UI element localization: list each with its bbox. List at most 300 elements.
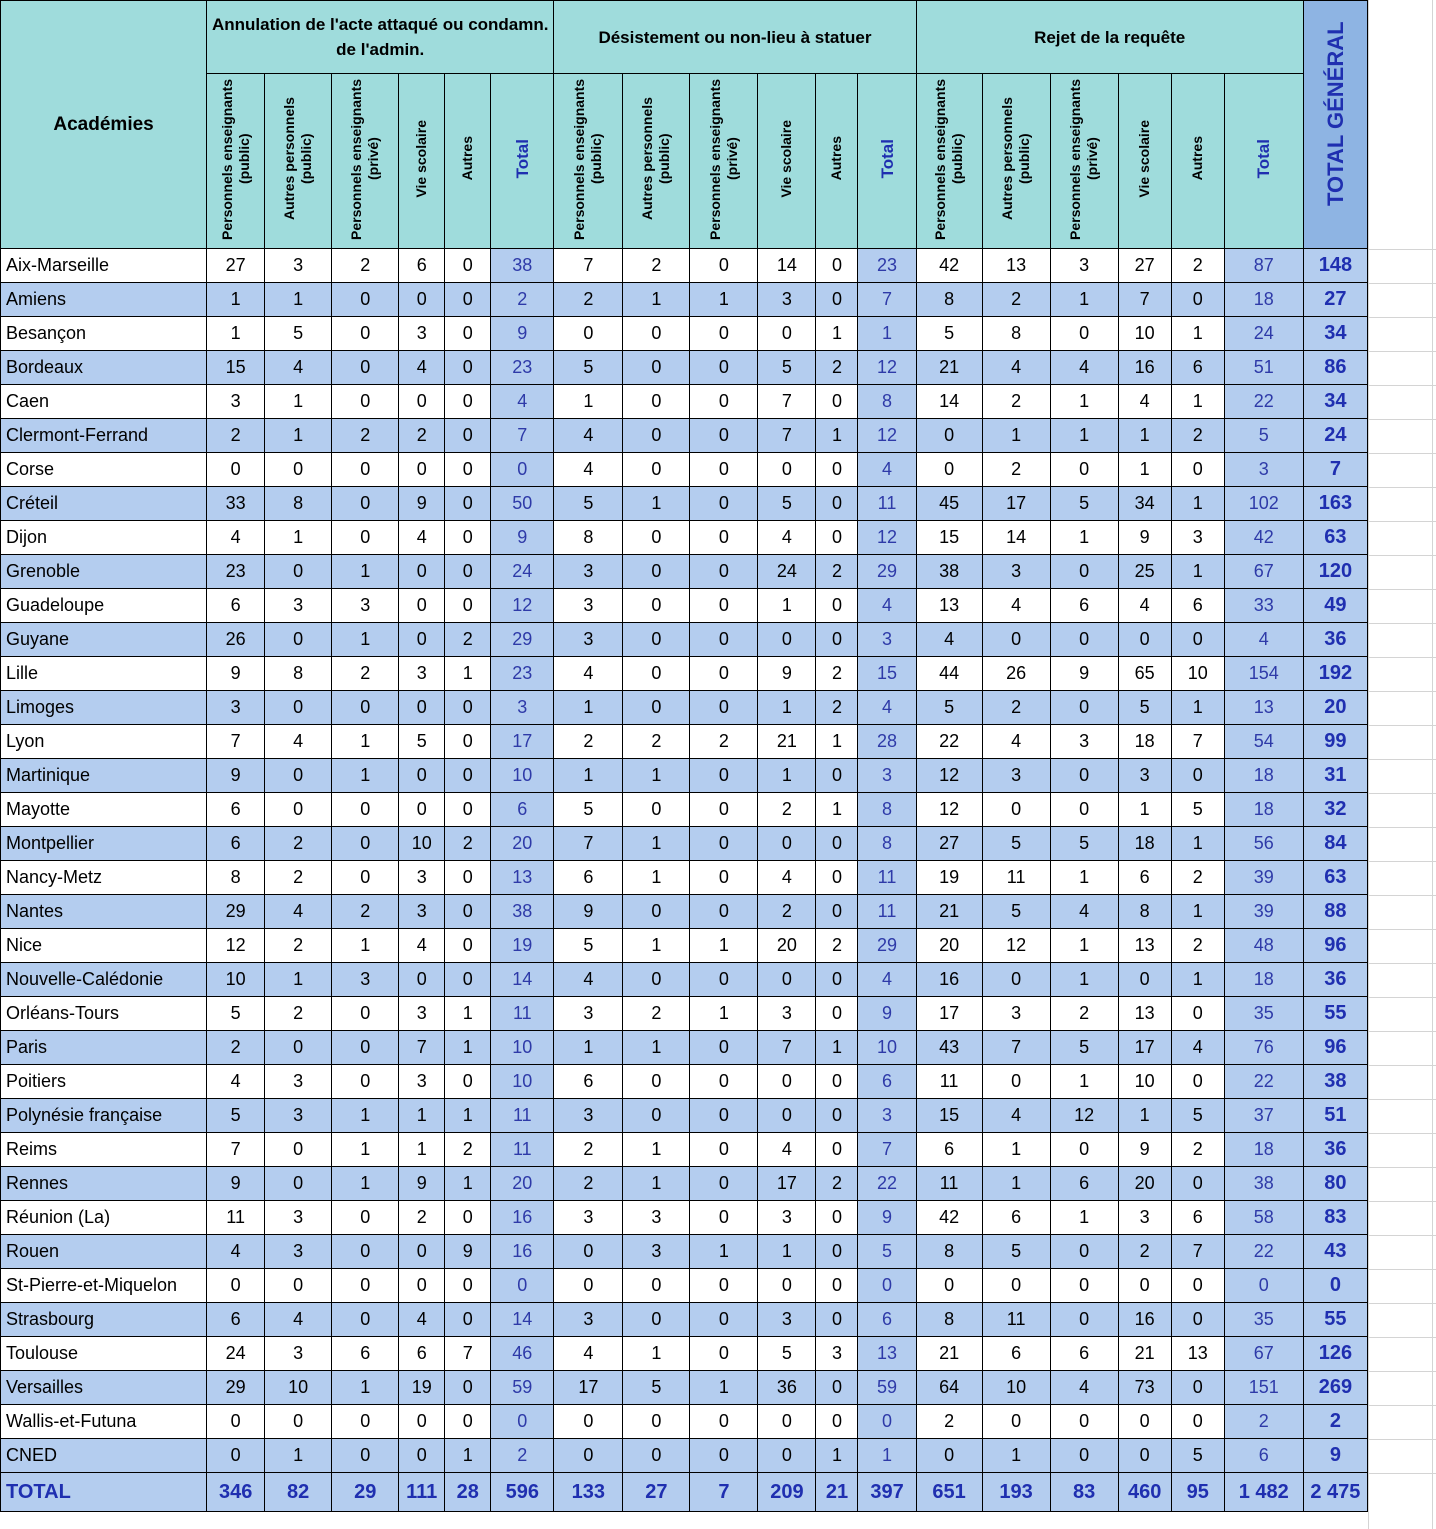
- value-cell[interactable]: 0: [623, 657, 690, 691]
- value-cell[interactable]: 13: [982, 249, 1050, 283]
- value-cell[interactable]: 0: [690, 691, 758, 725]
- value-cell[interactable]: 0: [332, 1201, 399, 1235]
- value-cell[interactable]: 8: [265, 487, 332, 521]
- value-cell[interactable]: 0: [1050, 1235, 1118, 1269]
- value-cell[interactable]: 12: [982, 929, 1050, 963]
- subheader-autres-g2[interactable]: [816, 74, 858, 249]
- subtotal-cell[interactable]: 4: [491, 385, 554, 419]
- value-cell[interactable]: 18: [1118, 725, 1171, 759]
- value-cell[interactable]: 17: [916, 997, 982, 1031]
- value-cell[interactable]: 1: [1050, 861, 1118, 895]
- value-cell[interactable]: 4: [982, 589, 1050, 623]
- value-cell[interactable]: 0: [554, 1269, 623, 1303]
- value-cell[interactable]: 7: [554, 827, 623, 861]
- value-cell[interactable]: 1: [690, 1235, 758, 1269]
- value-cell[interactable]: 0: [623, 351, 690, 385]
- value-cell[interactable]: 6: [399, 1337, 445, 1371]
- value-cell[interactable]: 0: [982, 1405, 1050, 1439]
- value-cell[interactable]: 0: [623, 1099, 690, 1133]
- value-cell[interactable]: 8: [207, 861, 265, 895]
- subheader-pe-prive-g2[interactable]: [690, 74, 758, 249]
- grand-total-header[interactable]: [1303, 1, 1367, 249]
- subtotal-cell[interactable]: 33: [1224, 589, 1303, 623]
- value-cell[interactable]: 0: [816, 1201, 858, 1235]
- value-cell[interactable]: 0: [690, 895, 758, 929]
- value-cell[interactable]: 0: [690, 385, 758, 419]
- value-cell[interactable]: 0: [445, 1405, 491, 1439]
- value-cell[interactable]: 1: [332, 1371, 399, 1405]
- subheader-autres-g3[interactable]: [1171, 74, 1224, 249]
- value-cell[interactable]: 0: [623, 521, 690, 555]
- subtotal-cell[interactable]: 3: [858, 623, 916, 657]
- value-cell[interactable]: 4: [982, 351, 1050, 385]
- value-cell[interactable]: 2: [982, 453, 1050, 487]
- subtotal-cell[interactable]: 87: [1224, 249, 1303, 283]
- grand-total-cell[interactable]: 34: [1303, 385, 1367, 419]
- value-cell[interactable]: 16: [1118, 1303, 1171, 1337]
- value-cell[interactable]: 2: [265, 827, 332, 861]
- value-cell[interactable]: 2: [445, 827, 491, 861]
- value-cell[interactable]: 3: [399, 1065, 445, 1099]
- value-cell[interactable]: 0: [690, 827, 758, 861]
- group-desistement-header[interactable]: Désistement ou non-lieu à statuer: [554, 1, 916, 74]
- academy-name-cell[interactable]: Clermont-Ferrand: [1, 419, 207, 453]
- value-cell[interactable]: 0: [916, 1439, 982, 1473]
- grand-total-cell[interactable]: 63: [1303, 861, 1367, 895]
- grand-total-cell[interactable]: 51: [1303, 1099, 1367, 1133]
- academy-name-cell[interactable]: Caen: [1, 385, 207, 419]
- value-cell[interactable]: 28: [445, 1473, 491, 1512]
- value-cell[interactable]: 0: [265, 1269, 332, 1303]
- academy-name-cell[interactable]: Strasbourg: [1, 1303, 207, 1337]
- subtotal-cell[interactable]: 24: [491, 555, 554, 589]
- value-cell[interactable]: 1: [265, 1439, 332, 1473]
- grand-total-cell[interactable]: 7: [1303, 453, 1367, 487]
- value-cell[interactable]: 0: [445, 317, 491, 351]
- value-cell[interactable]: 36: [758, 1371, 816, 1405]
- value-cell[interactable]: 1: [1050, 929, 1118, 963]
- value-cell[interactable]: 2: [758, 793, 816, 827]
- value-cell[interactable]: 0: [1050, 317, 1118, 351]
- value-cell[interactable]: 15: [207, 351, 265, 385]
- academy-name-cell[interactable]: Corse: [1, 453, 207, 487]
- subtotal-cell[interactable]: 46: [491, 1337, 554, 1371]
- subtotal-cell[interactable]: 4: [858, 589, 916, 623]
- value-cell[interactable]: 0: [1050, 453, 1118, 487]
- value-cell[interactable]: 8: [1118, 895, 1171, 929]
- value-cell[interactable]: 3: [265, 1337, 332, 1371]
- value-cell[interactable]: 1: [623, 1031, 690, 1065]
- value-cell[interactable]: 1: [816, 725, 858, 759]
- subtotal-cell[interactable]: 6: [858, 1065, 916, 1099]
- value-cell[interactable]: 25: [1118, 555, 1171, 589]
- value-cell[interactable]: 3: [982, 555, 1050, 589]
- value-cell[interactable]: 1: [623, 487, 690, 521]
- value-cell[interactable]: 10: [399, 827, 445, 861]
- subtotal-cell[interactable]: 8: [858, 385, 916, 419]
- value-cell[interactable]: 0: [1050, 691, 1118, 725]
- value-cell[interactable]: 0: [982, 963, 1050, 997]
- value-cell[interactable]: 1: [1118, 1099, 1171, 1133]
- value-cell[interactable]: 0: [690, 861, 758, 895]
- value-cell[interactable]: 5: [265, 317, 332, 351]
- value-cell[interactable]: 1: [623, 929, 690, 963]
- value-cell[interactable]: 0: [332, 997, 399, 1031]
- value-cell[interactable]: 1: [332, 1167, 399, 1201]
- subtotal-cell[interactable]: 11: [858, 861, 916, 895]
- value-cell[interactable]: 3: [554, 623, 623, 657]
- value-cell[interactable]: 0: [623, 793, 690, 827]
- value-cell[interactable]: 0: [1118, 623, 1171, 657]
- grand-total-cell[interactable]: 0: [1303, 1269, 1367, 1303]
- value-cell[interactable]: 0: [690, 1167, 758, 1201]
- value-cell[interactable]: 0: [623, 317, 690, 351]
- value-cell[interactable]: 0: [554, 1439, 623, 1473]
- value-cell[interactable]: 4: [207, 1065, 265, 1099]
- value-cell[interactable]: 21: [1118, 1337, 1171, 1371]
- academy-name-cell[interactable]: Versailles: [1, 1371, 207, 1405]
- value-cell[interactable]: 0: [816, 487, 858, 521]
- value-cell[interactable]: 0: [816, 589, 858, 623]
- value-cell[interactable]: 19: [916, 861, 982, 895]
- value-cell[interactable]: 3: [554, 1303, 623, 1337]
- value-cell[interactable]: 1: [982, 1133, 1050, 1167]
- value-cell[interactable]: 4: [1050, 351, 1118, 385]
- value-cell[interactable]: 1: [816, 1439, 858, 1473]
- value-cell[interactable]: 3: [758, 1303, 816, 1337]
- value-cell[interactable]: 5: [207, 997, 265, 1031]
- value-cell[interactable]: 44: [916, 657, 982, 691]
- value-cell[interactable]: 3: [982, 997, 1050, 1031]
- grand-total-cell[interactable]: 43: [1303, 1235, 1367, 1269]
- value-cell[interactable]: 0: [1171, 1065, 1224, 1099]
- subtotal-cell[interactable]: 59: [858, 1371, 916, 1405]
- value-cell[interactable]: 11: [916, 1065, 982, 1099]
- value-cell[interactable]: 27: [207, 249, 265, 283]
- grand-total-cell[interactable]: 34: [1303, 317, 1367, 351]
- value-cell[interactable]: 1: [1118, 793, 1171, 827]
- value-cell[interactable]: 0: [1171, 759, 1224, 793]
- value-cell[interactable]: 1: [332, 929, 399, 963]
- value-cell[interactable]: 0: [399, 1439, 445, 1473]
- value-cell[interactable]: 4: [554, 657, 623, 691]
- subtotal-cell[interactable]: 596: [491, 1473, 554, 1512]
- value-cell[interactable]: 0: [816, 1065, 858, 1099]
- subtotal-cell[interactable]: 2: [491, 1439, 554, 1473]
- value-cell[interactable]: 0: [445, 555, 491, 589]
- subtotal-cell[interactable]: 37: [1224, 1099, 1303, 1133]
- value-cell[interactable]: 11: [982, 1303, 1050, 1337]
- value-cell[interactable]: 0: [554, 1405, 623, 1439]
- subtotal-cell[interactable]: 6: [1224, 1439, 1303, 1473]
- subheader-pe-public-g2[interactable]: [554, 74, 623, 249]
- value-cell[interactable]: 0: [445, 1303, 491, 1337]
- value-cell[interactable]: 1: [623, 1167, 690, 1201]
- subtotal-cell[interactable]: 11: [491, 1099, 554, 1133]
- value-cell[interactable]: 4: [554, 453, 623, 487]
- value-cell[interactable]: 7: [758, 1031, 816, 1065]
- value-cell[interactable]: 0: [690, 589, 758, 623]
- academy-name-cell[interactable]: Orléans-Tours: [1, 997, 207, 1031]
- value-cell[interactable]: 42: [916, 249, 982, 283]
- value-cell[interactable]: 0: [1050, 1303, 1118, 1337]
- value-cell[interactable]: 1: [445, 1099, 491, 1133]
- value-cell[interactable]: 0: [982, 1269, 1050, 1303]
- value-cell[interactable]: 0: [445, 521, 491, 555]
- value-cell[interactable]: 3: [265, 1065, 332, 1099]
- value-cell[interactable]: 9: [399, 1167, 445, 1201]
- value-cell[interactable]: 5: [982, 1235, 1050, 1269]
- value-cell[interactable]: 0: [445, 759, 491, 793]
- value-cell[interactable]: 4: [1050, 895, 1118, 929]
- value-cell[interactable]: 1: [445, 1167, 491, 1201]
- value-cell[interactable]: 0: [690, 1065, 758, 1099]
- subheader-pe-public-g1[interactable]: [207, 74, 265, 249]
- value-cell[interactable]: 10: [265, 1371, 332, 1405]
- academy-name-cell[interactable]: Amiens: [1, 283, 207, 317]
- grand-total-cell[interactable]: 126: [1303, 1337, 1367, 1371]
- value-cell[interactable]: 0: [816, 759, 858, 793]
- value-cell[interactable]: 19: [399, 1371, 445, 1405]
- value-cell[interactable]: 0: [445, 453, 491, 487]
- value-cell[interactable]: 0: [623, 1303, 690, 1337]
- value-cell[interactable]: 1: [623, 1133, 690, 1167]
- value-cell[interactable]: 7: [982, 1031, 1050, 1065]
- value-cell[interactable]: 0: [265, 1167, 332, 1201]
- subtotal-cell[interactable]: 59: [491, 1371, 554, 1405]
- value-cell[interactable]: 3: [554, 555, 623, 589]
- value-cell[interactable]: 1: [623, 759, 690, 793]
- value-cell[interactable]: 0: [332, 1235, 399, 1269]
- value-cell[interactable]: 0: [265, 623, 332, 657]
- value-cell[interactable]: 0: [1171, 623, 1224, 657]
- value-cell[interactable]: 0: [690, 555, 758, 589]
- value-cell[interactable]: 8: [916, 1303, 982, 1337]
- value-cell[interactable]: 0: [1050, 759, 1118, 793]
- grand-total-cell[interactable]: 163: [1303, 487, 1367, 521]
- subtotal-cell[interactable]: 35: [1224, 997, 1303, 1031]
- subtotal-cell[interactable]: 0: [491, 1405, 554, 1439]
- value-cell[interactable]: 1: [982, 1439, 1050, 1473]
- grand-total-cell[interactable]: 24: [1303, 419, 1367, 453]
- total-label-cell[interactable]: TOTAL: [1, 1473, 207, 1512]
- value-cell[interactable]: 20: [916, 929, 982, 963]
- value-cell[interactable]: 0: [399, 1269, 445, 1303]
- subheader-ap-public-g1[interactable]: [265, 74, 332, 249]
- value-cell[interactable]: 7: [399, 1031, 445, 1065]
- grand-total-cell[interactable]: 269: [1303, 1371, 1367, 1405]
- value-cell[interactable]: 6: [1171, 589, 1224, 623]
- value-cell[interactable]: 1: [1171, 555, 1224, 589]
- value-cell[interactable]: 0: [758, 1439, 816, 1473]
- value-cell[interactable]: 1: [816, 419, 858, 453]
- value-cell[interactable]: 9: [399, 487, 445, 521]
- subheader-total-g2[interactable]: [858, 74, 916, 249]
- value-cell[interactable]: 0: [916, 1269, 982, 1303]
- subtotal-cell[interactable]: 4: [858, 963, 916, 997]
- value-cell[interactable]: 2: [982, 691, 1050, 725]
- value-cell[interactable]: 64: [916, 1371, 982, 1405]
- value-cell[interactable]: 1: [265, 283, 332, 317]
- value-cell[interactable]: 26: [982, 657, 1050, 691]
- academy-name-cell[interactable]: St-Pierre-et-Miquelon: [1, 1269, 207, 1303]
- value-cell[interactable]: 2: [399, 419, 445, 453]
- subtotal-cell[interactable]: 20: [491, 1167, 554, 1201]
- value-cell[interactable]: 5: [1050, 487, 1118, 521]
- academy-name-cell[interactable]: Nancy-Metz: [1, 861, 207, 895]
- value-cell[interactable]: 1: [445, 1439, 491, 1473]
- value-cell[interactable]: 4: [554, 963, 623, 997]
- value-cell[interactable]: 1: [623, 283, 690, 317]
- value-cell[interactable]: 0: [982, 1065, 1050, 1099]
- grand-total-cell[interactable]: 32: [1303, 793, 1367, 827]
- value-cell[interactable]: 1: [816, 1031, 858, 1065]
- value-cell[interactable]: 0: [1050, 1405, 1118, 1439]
- value-cell[interactable]: 13: [1118, 997, 1171, 1031]
- academy-name-cell[interactable]: Limoges: [1, 691, 207, 725]
- value-cell[interactable]: 3: [758, 997, 816, 1031]
- subtotal-cell[interactable]: 8: [858, 827, 916, 861]
- value-cell[interactable]: 0: [816, 249, 858, 283]
- value-cell[interactable]: 10: [982, 1371, 1050, 1405]
- value-cell[interactable]: 0: [399, 623, 445, 657]
- subtotal-cell[interactable]: 38: [491, 249, 554, 283]
- value-cell[interactable]: 13: [1118, 929, 1171, 963]
- subtotal-cell[interactable]: 39: [1224, 895, 1303, 929]
- value-cell[interactable]: 12: [207, 929, 265, 963]
- value-cell[interactable]: 1: [816, 317, 858, 351]
- value-cell[interactable]: 43: [916, 1031, 982, 1065]
- value-cell[interactable]: 6: [1050, 1337, 1118, 1371]
- value-cell[interactable]: 1: [445, 1031, 491, 1065]
- grand-total-cell[interactable]: 55: [1303, 1303, 1367, 1337]
- value-cell[interactable]: 1: [1171, 385, 1224, 419]
- value-cell[interactable]: 1: [982, 1167, 1050, 1201]
- value-cell[interactable]: 42: [916, 1201, 982, 1235]
- subtotal-cell[interactable]: 18: [1224, 1133, 1303, 1167]
- subheader-pe-prive-g3[interactable]: [1050, 74, 1118, 249]
- subtotal-cell[interactable]: 9: [858, 997, 916, 1031]
- value-cell[interactable]: 0: [758, 453, 816, 487]
- value-cell[interactable]: 0: [690, 657, 758, 691]
- value-cell[interactable]: 6: [982, 1337, 1050, 1371]
- value-cell[interactable]: 0: [816, 1269, 858, 1303]
- value-cell[interactable]: 9: [1118, 521, 1171, 555]
- subtotal-cell[interactable]: 18: [1224, 283, 1303, 317]
- value-cell[interactable]: 0: [690, 1201, 758, 1235]
- value-cell[interactable]: 16: [916, 963, 982, 997]
- value-cell[interactable]: 4: [916, 623, 982, 657]
- subtotal-cell[interactable]: 12: [858, 419, 916, 453]
- value-cell[interactable]: 0: [916, 419, 982, 453]
- value-cell[interactable]: 26: [207, 623, 265, 657]
- value-cell[interactable]: 0: [758, 1405, 816, 1439]
- value-cell[interactable]: 16: [1118, 351, 1171, 385]
- subtotal-cell[interactable]: 19: [491, 929, 554, 963]
- value-cell[interactable]: 133: [554, 1473, 623, 1512]
- subtotal-cell[interactable]: 50: [491, 487, 554, 521]
- subtotal-cell[interactable]: 15: [858, 657, 916, 691]
- value-cell[interactable]: 0: [445, 283, 491, 317]
- value-cell[interactable]: 0: [758, 827, 816, 861]
- value-cell[interactable]: 0: [265, 1405, 332, 1439]
- subtotal-cell[interactable]: 23: [491, 657, 554, 691]
- value-cell[interactable]: 3: [332, 963, 399, 997]
- value-cell[interactable]: 2: [1050, 997, 1118, 1031]
- value-cell[interactable]: 0: [445, 895, 491, 929]
- value-cell[interactable]: 2: [758, 895, 816, 929]
- value-cell[interactable]: 7: [1118, 283, 1171, 317]
- value-cell[interactable]: 4: [1118, 589, 1171, 623]
- subtotal-cell[interactable]: 3: [1224, 453, 1303, 487]
- subtotal-cell[interactable]: 13: [858, 1337, 916, 1371]
- value-cell[interactable]: 1: [332, 759, 399, 793]
- value-cell[interactable]: 0: [332, 385, 399, 419]
- value-cell[interactable]: 3: [265, 589, 332, 623]
- value-cell[interactable]: 0: [1118, 1439, 1171, 1473]
- value-cell[interactable]: 5: [916, 691, 982, 725]
- value-cell[interactable]: 0: [332, 793, 399, 827]
- value-cell[interactable]: 2: [816, 555, 858, 589]
- subtotal-cell[interactable]: 154: [1224, 657, 1303, 691]
- value-cell[interactable]: 2: [1171, 419, 1224, 453]
- value-cell[interactable]: 0: [207, 1439, 265, 1473]
- value-cell[interactable]: 4: [982, 1099, 1050, 1133]
- value-cell[interactable]: 0: [1050, 793, 1118, 827]
- value-cell[interactable]: 95: [1171, 1473, 1224, 1512]
- value-cell[interactable]: 1: [445, 997, 491, 1031]
- value-cell[interactable]: 1: [1050, 283, 1118, 317]
- subtotal-cell[interactable]: 0: [858, 1269, 916, 1303]
- grand-total-cell[interactable]: 83: [1303, 1201, 1367, 1235]
- subtotal-cell[interactable]: 14: [491, 963, 554, 997]
- value-cell[interactable]: 5: [758, 351, 816, 385]
- value-cell[interactable]: 27: [623, 1473, 690, 1512]
- value-cell[interactable]: 0: [332, 317, 399, 351]
- value-cell[interactable]: 0: [916, 453, 982, 487]
- value-cell[interactable]: 0: [332, 487, 399, 521]
- value-cell[interactable]: 11: [916, 1167, 982, 1201]
- value-cell[interactable]: 1: [399, 1133, 445, 1167]
- value-cell[interactable]: 1: [399, 1099, 445, 1133]
- subtotal-cell[interactable]: 24: [1224, 317, 1303, 351]
- value-cell[interactable]: 6: [1050, 1167, 1118, 1201]
- subtotal-cell[interactable]: 10: [491, 1031, 554, 1065]
- value-cell[interactable]: 2: [265, 861, 332, 895]
- subtotal-cell[interactable]: 16: [491, 1201, 554, 1235]
- value-cell[interactable]: 1: [690, 1371, 758, 1405]
- value-cell[interactable]: 0: [690, 963, 758, 997]
- value-cell[interactable]: 10: [1118, 317, 1171, 351]
- academy-name-cell[interactable]: Lyon: [1, 725, 207, 759]
- subheader-pe-prive-g1[interactable]: [332, 74, 399, 249]
- subtotal-cell[interactable]: 1: [858, 1439, 916, 1473]
- subtotal-cell[interactable]: 2: [491, 283, 554, 317]
- grand-total-cell[interactable]: 192: [1303, 657, 1367, 691]
- value-cell[interactable]: 4: [265, 351, 332, 385]
- value-cell[interactable]: 2: [623, 725, 690, 759]
- value-cell[interactable]: 5: [1050, 827, 1118, 861]
- value-cell[interactable]: 0: [445, 963, 491, 997]
- subtotal-cell[interactable]: 18: [1224, 759, 1303, 793]
- value-cell[interactable]: 0: [554, 317, 623, 351]
- value-cell[interactable]: 82: [265, 1473, 332, 1512]
- value-cell[interactable]: 20: [758, 929, 816, 963]
- value-cell[interactable]: 0: [816, 1371, 858, 1405]
- value-cell[interactable]: 0: [445, 1201, 491, 1235]
- value-cell[interactable]: 2: [207, 419, 265, 453]
- value-cell[interactable]: 0: [623, 419, 690, 453]
